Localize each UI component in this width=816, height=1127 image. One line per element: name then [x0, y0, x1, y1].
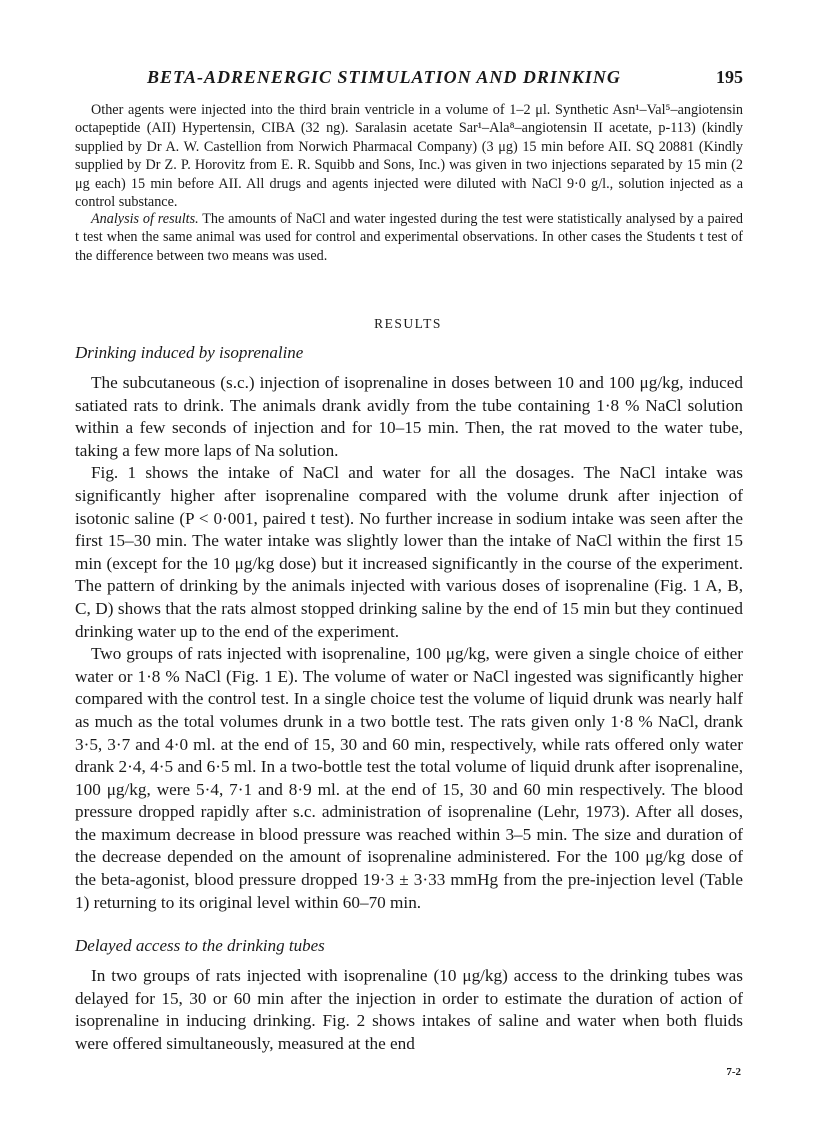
body-paragraph: Fig. 1 shows the intake of NaCl and water for all the dosages. The NaCl intake was significantly higher after isoprenaline compared with the volume drunk after injection of isotonic saline (P < 0·001, paired t test). No further increase in sodium intake was seen after the first 15–30 min. The water intake was slightly lower than the intake of NaCl within the first 15 min (except for the 10 μg/kg dose) but it increased significantly in the course of the experiment. The pattern of drinking by the animals injected with various doses of isoprenaline (Fig. 1 A, B, C, D) shows that the rats almost stopped drinking saline by the end of 15 min but they continued drinking water up to the end of the experiment. — [75, 463, 743, 641]
section-2-body — [75, 965, 743, 1055]
methods-paragraph: Other agents were injected into the third brain ventricle in a volume of 1–2 μl. Synthetic Asn¹–Val⁵–angiotensin octapeptide (AII) Hypertensin, CIBA (32 ng). Saralasin acetate Sar¹–Ala⁸–angiotensin II acetate, p-113) (kindly supplied by Dr A. W. Castellion from Norwich Pharmacal Company) (3 μg) 15 min before AII. SQ 20881 (Kindly supplied by Dr Z. P. Horovitz from E. R. Squibb and Sons, Inc.) was given in two injections separated by 15 min (2 μg each) 15 min before AII. All drugs and agents injected were diluted with NaCl 9·0 g/l., solution injected as a control substance. — [75, 102, 743, 211]
methods-paragraph-block — [75, 101, 743, 211]
analysis-text: The amounts of NaCl and water ingested during the test were statistically analysed by a paired t test when the same animal was used for control and experimental observations. In other cases the Students t test of the difference between two means was used. — [75, 211, 743, 264]
analysis-paragraph-block — [75, 210, 743, 265]
subheading-delayed-access: Delayed access to the drinking tubes — [75, 936, 325, 955]
analysis-paragraph — [75, 210, 743, 265]
analysis-label: Analysis of results. — [91, 211, 199, 227]
body-paragraph: Two groups of rats injected with isoprenaline, 100 μg/kg, were given a single choice of either water or 1·8 % NaCl (Fig. 1 E). The volume of water or NaCl ingested was significantly higher compared with the control test. In a single choice test the volume of liquid drunk was nearly half as much as the total volumes drunk in a two bottle test. The rats given only 1·8 % NaCl, drank 3·5, 3·7 and 4·0 ml. at the end of 15, 30 and 60 min, respectively, while rats offered only water drank 2·4, 4·5 and 6·5 ml. In a two-bottle test the total volume of liquid drunk after isoprenaline, 100 μg/kg, were 5·4, 7·1 and 8·9 ml. at the end of 15, 30 and 60 min respectively. The blood pressure dropped rapidly after s.c. administration of isoprenaline (Lehr, 1973). After all doses, the maximum decrease in blood pressure was reached within 3–5 min. The size and duration of the decrease depended on the amount of isoprenaline administered. For the 100 μg/kg dose of the beta-agonist, blood pressure dropped 19·3 ± 3·33 mmHg from the pre-injection level (Table 1) returning to its original level within 60–70 min. — [75, 644, 743, 912]
section-1-body — [75, 372, 743, 914]
subheading-drinking-induced: Drinking induced by isoprenaline — [75, 343, 304, 362]
body-paragraph: In two groups of rats injected with isoprenaline (10 μg/kg) access to the drinking tubes was delayed for 15, 30 or 60 min after the injection in order to estimate the duration of action of isoprenaline in inducing drinking. Fig. 2 shows intakes of saline and water when both fluids were offered simultaneously, measured at the end — [75, 966, 743, 1053]
body-paragraph: The subcutaneous (s.c.) injection of isoprenaline in doses between 10 and 100 μg/kg, induced satiated rats to drink. The animals drank avidly from the tube containing 1·8 % NaCl solution within a few seconds of injection and for 10–15 min. Then, the rat moved to the water tube, taking a few more laps of Na solution. — [75, 373, 743, 460]
results-heading: RESULTS — [374, 316, 442, 331]
running-title: BETA-ADRENERGIC STIMULATION AND DRINKING — [147, 67, 621, 87]
running-head — [75, 67, 743, 93]
signature-mark: 7-2 — [726, 1066, 741, 1078]
page-number: 195 — [716, 67, 743, 87]
